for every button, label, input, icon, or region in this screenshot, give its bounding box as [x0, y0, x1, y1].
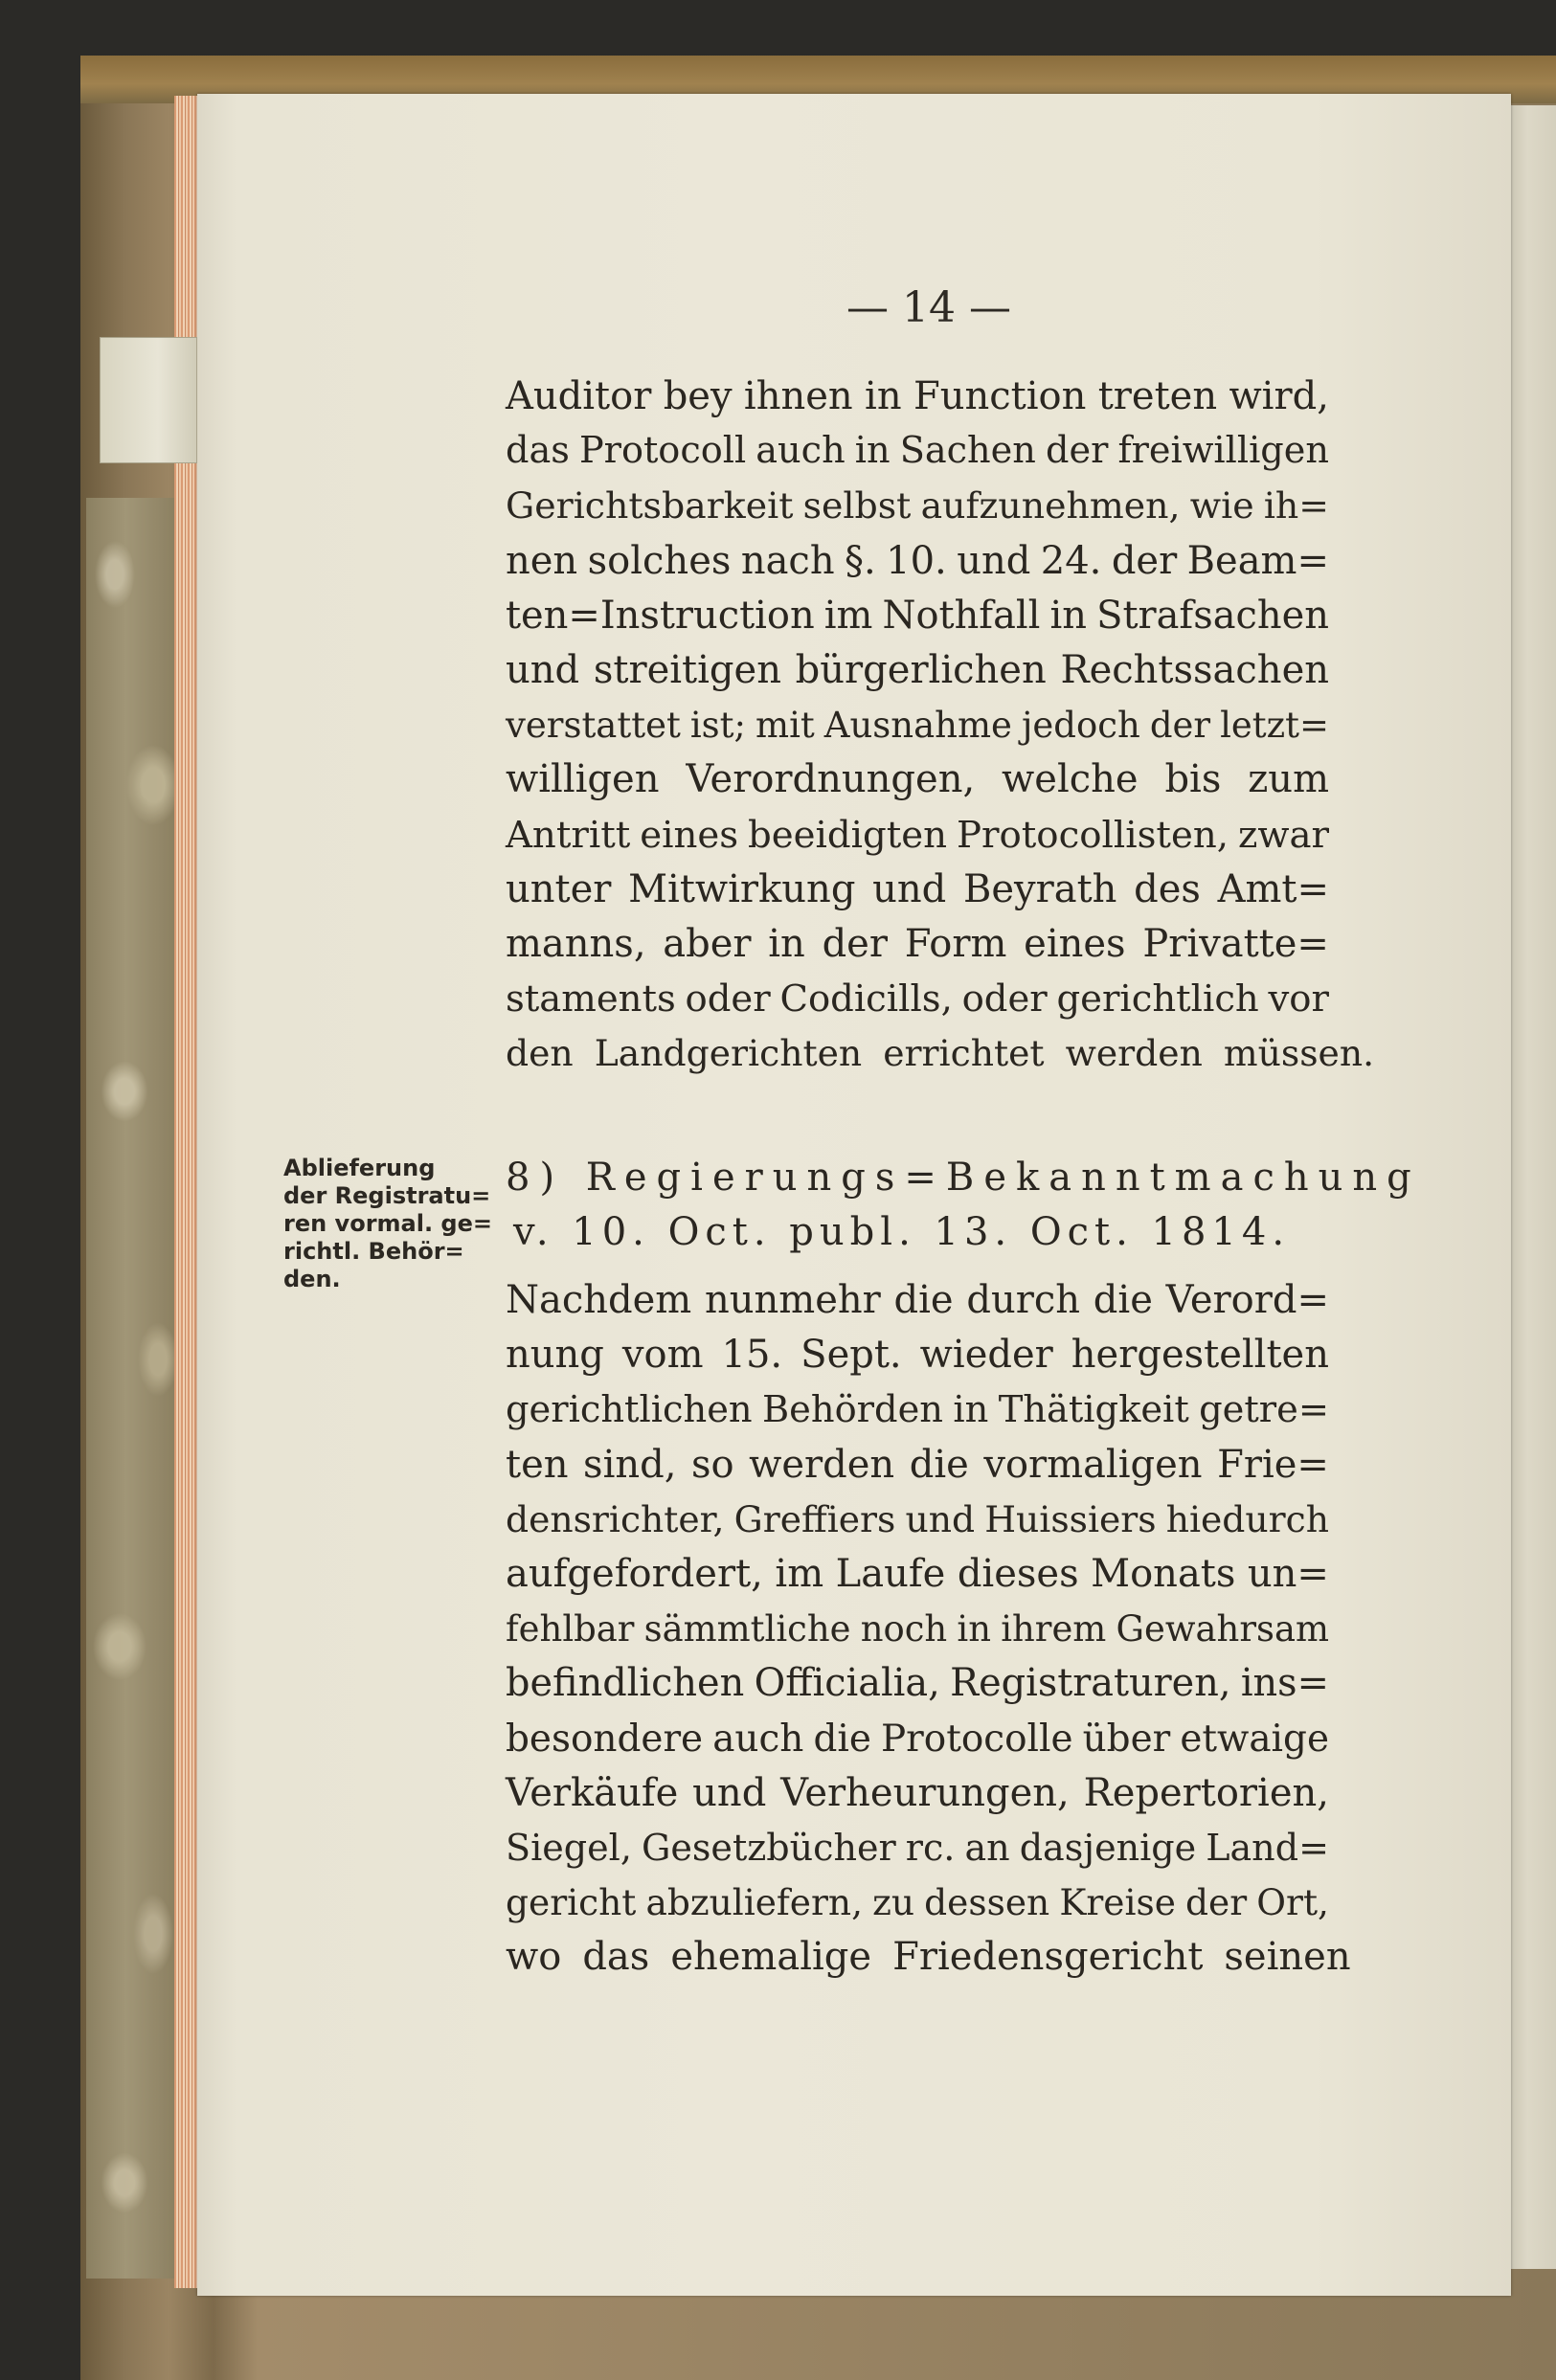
- facing-page-edge: [1508, 105, 1556, 2269]
- text-line: Nachdem nunmehr die durch die Verord=: [506, 1278, 1329, 1322]
- text-line: den Landgerichten errichtet werden müssen.: [506, 1032, 1375, 1075]
- heading-date: v. 10. Oct. publ. 13. Oct. 1814.: [513, 1210, 1291, 1254]
- section-heading: [506, 1151, 1421, 1260]
- heading-title: 8) Regierungs=Bekanntmachung: [506, 1156, 1421, 1200]
- text-line: manns, aber in der Form eines Privatte=: [506, 921, 1329, 966]
- text-line: aufgefordert, im Laufe dieses Monats un=: [506, 1551, 1329, 1596]
- marbled-cover-edge: [86, 498, 186, 2279]
- text-line: Gerichtsbarkeit selbst aufzunehmen, wie ih=: [506, 484, 1329, 528]
- paragraph-continuation: [506, 370, 1375, 1081]
- margin-note-line: der Registratu=: [283, 1182, 491, 1209]
- text-line: und streitigen bürgerlichen Rechtssachen: [506, 647, 1329, 692]
- text-line: Verkäufe und Verheurungen, Repertorien,: [506, 1770, 1329, 1815]
- paragraph-regulation: [506, 1273, 1351, 1985]
- text-line: gerichtlichen Behörden in Thätigkeit getre=: [506, 1388, 1329, 1432]
- text-line: unter Mitwirkung und Beyrath des Amt=: [506, 866, 1329, 911]
- text-line: Antritt eines beeidigten Protocollisten, zwar: [506, 813, 1329, 857]
- margin-note: [283, 1155, 513, 1293]
- margin-note-line: ren vormal. ge=: [283, 1210, 492, 1237]
- text-line: Auditor bey ihnen in Function treten wird,: [506, 374, 1329, 418]
- margin-note-line: richtl. Behör=: [283, 1238, 464, 1265]
- text-line: Siegel, Gesetzbücher rc. an dasjenige Land=: [506, 1826, 1329, 1869]
- text-line: ten=Instruction im Nothfall in Strafsachen: [506, 593, 1329, 638]
- text-line: ten sind, so werden die vormaligen Frie=: [506, 1442, 1329, 1487]
- text-line: nung vom 15. Sept. wieder hergestellten: [506, 1333, 1329, 1378]
- text-line: fehlbar sämmtliche noch in ihrem Gewahrsam: [506, 1608, 1329, 1650]
- text-line: befindlichen Officialia, Registraturen, ins=: [506, 1661, 1329, 1706]
- text-line: verstattet ist; mit Ausnahme jedoch der letzt=: [506, 705, 1329, 747]
- text-line: willigen Verordnungen, welche bis zum: [506, 757, 1329, 802]
- text-line: das Protocoll auch in Sachen der freiwilligen: [506, 430, 1329, 473]
- margin-note-line: Ablieferung: [283, 1155, 436, 1181]
- paper-tab-marker: [100, 337, 197, 463]
- text-line: besondere auch die Protocolle über etwaige: [506, 1717, 1329, 1761]
- text-line: gericht abzuliefern, zu dessen Kreise der Ort,: [506, 1881, 1329, 1924]
- margin-note-line: den.: [283, 1266, 341, 1292]
- page-number: — 14 —: [846, 283, 1011, 332]
- text-line: staments oder Codicills, oder gerichtlich vor: [506, 977, 1329, 1022]
- text-line: wo das ehemalige Friedensgericht seinen: [506, 1935, 1351, 1980]
- text-line: nen solches nach §. 10. und 24. der Beam=: [506, 538, 1329, 583]
- text-line: densrichter, Greffiers und Huissiers hiedurch: [506, 1497, 1329, 1540]
